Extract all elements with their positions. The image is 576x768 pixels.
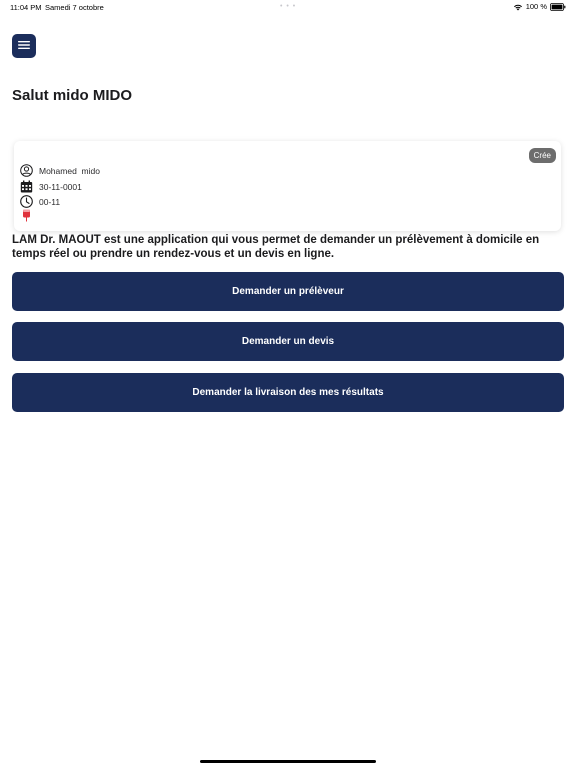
menu-button[interactable]	[12, 34, 36, 58]
card-row-name	[20, 164, 100, 177]
card-row-blood	[20, 209, 39, 222]
home-indicator[interactable]	[200, 760, 376, 763]
info-card[interactable]	[14, 141, 561, 231]
hamburger-icon	[18, 37, 30, 55]
battery-percent: 100 %	[525, 2, 547, 11]
user-circle-icon	[20, 164, 33, 177]
status-time: 11:04 PM	[10, 3, 42, 12]
battery-icon	[550, 3, 566, 11]
card-row-time	[20, 195, 60, 208]
status-date: Samedi 7 octobre	[45, 3, 104, 12]
clock-icon	[20, 195, 33, 208]
status-bar	[0, 0, 576, 16]
status-badge: Crée	[529, 148, 556, 163]
patient-name: Mohamed mido	[39, 165, 100, 176]
app-description: LAM Dr. MAOUT est une application qui vous permet de demander un prélèvement à domicile en temps réel ou prendre un rendez-vous et un devis en ligne.	[12, 234, 540, 260]
card-row-date	[20, 180, 82, 193]
page-title: Salut mido MIDO	[12, 87, 132, 104]
request-results-delivery-button[interactable]: Demander la livraison des mes résultats	[12, 373, 564, 412]
appointment-date: 30-11-0001	[39, 181, 82, 192]
multitasking-dots: • • •	[280, 3, 297, 10]
blood-bag-icon	[20, 209, 33, 222]
status-right	[513, 2, 566, 11]
appointment-time: 00-11	[39, 196, 61, 207]
calendar-icon	[20, 180, 33, 193]
wifi-icon	[513, 3, 523, 11]
request-sampler-button[interactable]: Demander un prélèveur	[12, 272, 564, 311]
request-quote-button[interactable]: Demander un devis	[12, 322, 564, 361]
